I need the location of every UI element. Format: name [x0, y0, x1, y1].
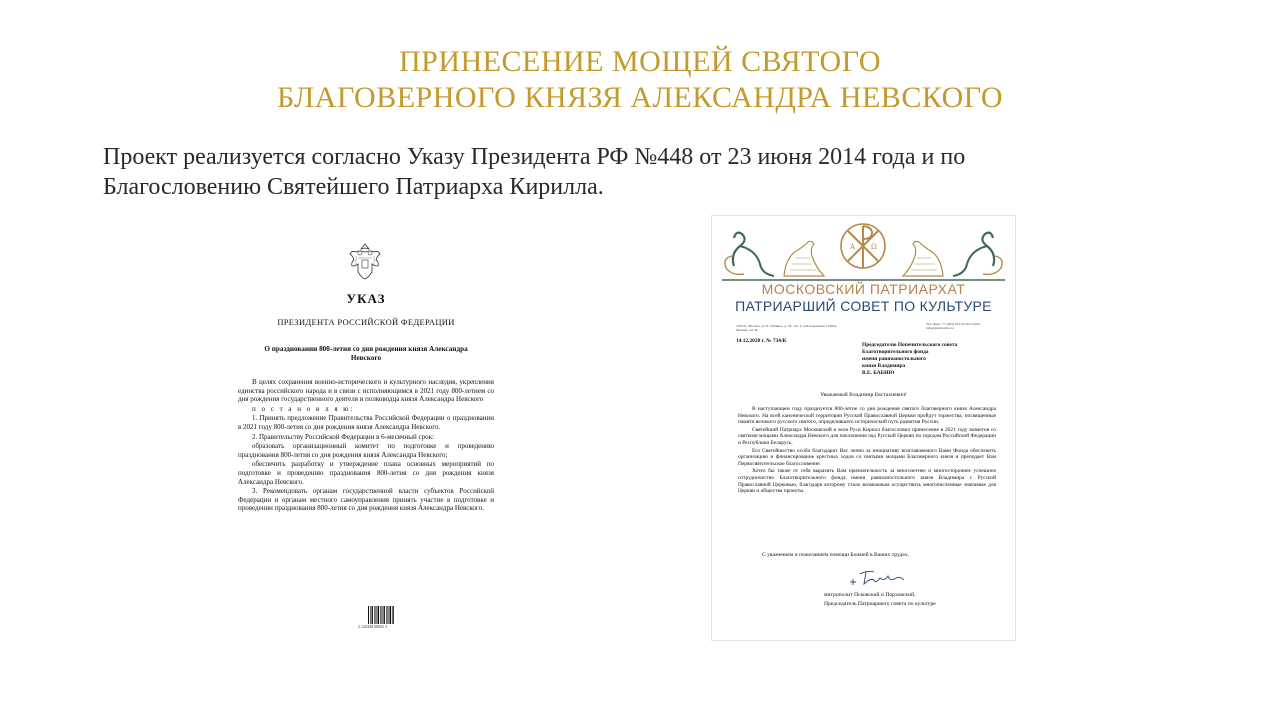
lead-text [103, 142, 1103, 202]
letter-address-right: Тел./факс: +7 (495) 621-02-84 e-mail: info@patriarchia.ru [926, 322, 981, 330]
decree-heading: О праздновании 800-летия со дня рождения князя Александра Невского [264, 345, 468, 362]
russian-coat-of-arms-icon [348, 240, 382, 282]
signer-line-1: митрополит Псковский и Порховский, [824, 592, 916, 598]
slide-title [0, 44, 1280, 116]
decree-paragraph: В целях сохранения военно-исторического и культурного наследия, укрепления единства российского народа и в связи с исполняющимся в 2021 году 800-летием со дня рождения государственного деятеля и полководца князя Александра Невского [238, 378, 494, 404]
letter-closing: С уважением и пожеланием помощи Божией в Ваших трудах, [762, 552, 909, 558]
recipient-line: Благотворительного фонда [862, 349, 929, 355]
letter-paragraph: Хотел бы также от себя выразить Вам признательность за многолетнее и многостороннее успешное сотрудничество Благотворительного фонда имени равноапостольного князя Владимира с Русской Православной Церковью, благодаря которому стало возможным осуществить многочисленные значимые для Церкви и общества проекты. [738, 468, 996, 495]
recipient-line: Председателю Попечительского совета [862, 342, 958, 348]
decree-paragraph: обеспечить разработку и утверждение плана основных мероприятий по подготовке и проведению празднования 800-летия со дня рождения князя Александра Невского. [238, 460, 494, 486]
recipient-line: имени равноапостольного [862, 356, 926, 362]
handwritten-signature-icon [848, 566, 912, 588]
decree-paragraph: 2. Правительству Российской Федерации в 6-месячный срок: [252, 432, 434, 441]
chi-rho-doves-ornament-icon [712, 216, 1015, 284]
signer-line-2: Председатель Патриаршего совета по культуре [824, 601, 936, 607]
recipient-line: князя Владимира [862, 363, 906, 369]
letter-org-line-2: ПАТРИАРШИЙ СОВЕТ ПО КУЛЬТУРЕ [735, 298, 992, 314]
decree-paragraph: 1. Принять предложение Правительства Российской Федерации о праздновании в 2021 году 800-летия со дня рождения князя Александра Невского. [238, 414, 494, 431]
barcode-icon [368, 606, 394, 624]
letter-paragraph: Святейший Патриарх Московский и всея Руси Кирилл благословил принесение в 2021 году ковчегов со святыми мощами Александра Невского для поклонения чад Русской Церкви по городам Российской Федерации и Республики Беларусь. [738, 426, 996, 446]
lead-text-line-1: Проект реализуется согласно Указу Президента РФ №448 от 23 июня 2014 года и по [103, 144, 966, 170]
slide-title-line-1: ПРИНЕСЕНИЕ МОЩЕЙ СВЯТОГО [399, 45, 881, 78]
decree-body [238, 378, 494, 514]
letter-paragraph: Его Святейшество особо благодарит Вас лично за инициативу возглавляемого Вами Фонда обеспечить организацию и финансирование крестных ходов со святыми мощами Благоверного князя и преподает Вам Первосвятительское благословение. [738, 447, 996, 467]
barcode-number: 2 120448 00002 3 [358, 624, 387, 629]
letter-body [738, 406, 996, 496]
decree-title: УКАЗ [346, 291, 386, 306]
decree-subtitle: ПРЕЗИДЕНТА РОССИЙСКОЙ ФЕДЕРАЦИИ [277, 317, 455, 327]
letter-recipient [862, 342, 1002, 377]
letter-address-left: 107031, Москва, ул. Б. Лубянка, д. 19, стр. 2; для переписки 119034, Москва, а/я 46 [736, 324, 837, 332]
decree-paragraph: п о с т а н о в л я ю: [252, 404, 355, 413]
patriarchal-council-letter [712, 216, 1015, 640]
letter-salutation: Уважаемый Владимир Евстахиевич! [820, 392, 907, 398]
lead-text-line-2: Благословению Святейшего Патриарха Кирилла. [103, 174, 604, 200]
svg-text:A: A [850, 243, 856, 251]
svg-text:Ω: Ω [871, 243, 877, 251]
decree-paragraph: образовать организационный комитет по подготовке и проведению празднования 800-летия со дня рождения князя Александра Невского; [238, 442, 494, 459]
letter-ref-number: 14.12.2020 г. № 734/К [736, 338, 787, 344]
slide-title-line-2: БЛАГОВЕРНОГО КНЯЗЯ АЛЕКСАНДРА НЕВСКОГО [276, 81, 1004, 114]
decree-paragraph: 3. Рекомендовать органам государственной власти субъектов Российской Федерации и органам местного самоуправления принять участие в подготовке и проведении празднования 800-летия со дня рождения князя Александра Невского. [238, 487, 494, 513]
letter-org-line-1: МОСКОВСКИЙ ПАТРИАРХАТ [761, 281, 966, 297]
letter-paragraph: В наступающем году празднуется 800-летие со дня рождения святого благоверного князя Александра Невского. На всей канонической территории Русской Православной Церкви пройдут торжества, посвященные памяти великого русского святого, определившего исторический путь развития России. [738, 406, 996, 426]
presidential-decree-document [230, 234, 502, 630]
recipient-line: В.Е. БАБИЮ [862, 370, 895, 376]
